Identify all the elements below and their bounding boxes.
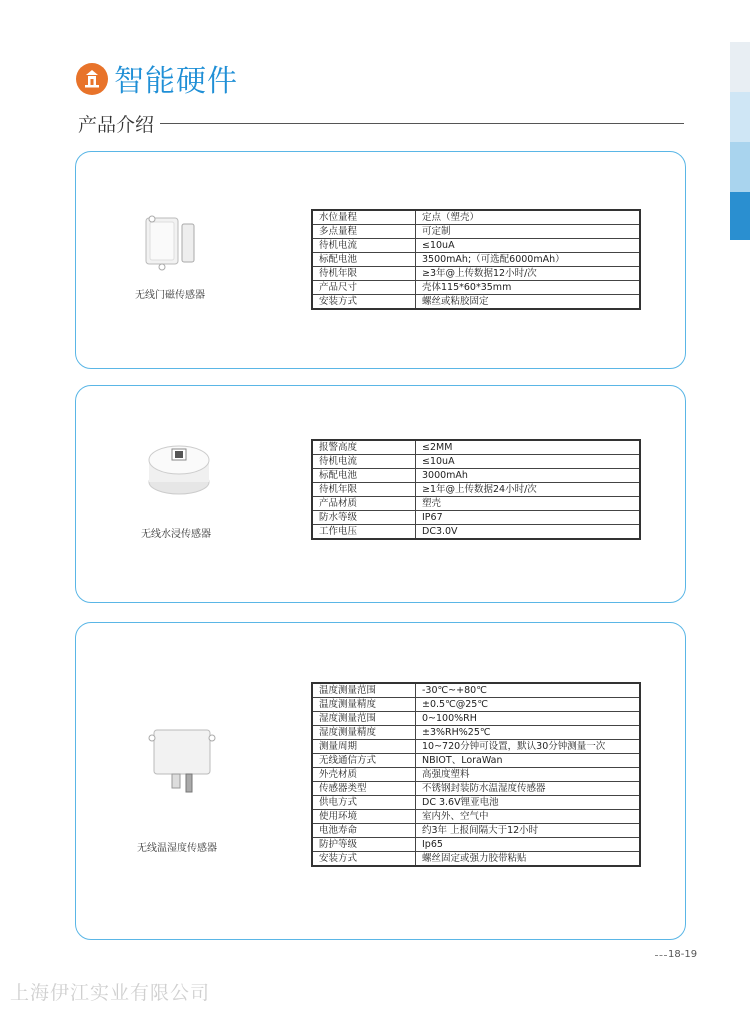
brand-title: 智能硬件 (114, 64, 238, 99)
spec-row (312, 253, 640, 267)
spec-key: 安装方式 (312, 295, 416, 310)
spec-row (312, 740, 640, 754)
spec-value: 塑壳 (416, 497, 641, 511)
spec-row (312, 683, 640, 698)
footer-dash (655, 955, 667, 956)
spec-key: 安装方式 (312, 852, 416, 867)
spec-value: 3000mAh (416, 469, 641, 483)
side-tab-3 (730, 142, 750, 192)
spec-value: 壳体115*60*35mm (416, 281, 641, 295)
spec-key: 产品尺寸 (312, 281, 416, 295)
spec-key: 标配电池 (312, 469, 416, 483)
spec-row (312, 852, 640, 867)
spec-value: NBIOT、LoraWan (416, 754, 641, 768)
spec-key: 温度测量范围 (312, 683, 416, 698)
spec-value: ±0.5℃@25℃ (416, 698, 641, 712)
spec-value: 高强度塑料 (416, 768, 641, 782)
page-number: 18-19 (668, 949, 698, 960)
spec-row (312, 726, 640, 740)
spec-row (312, 511, 640, 525)
spec-row (312, 210, 640, 225)
spec-key: 待机电流 (312, 239, 416, 253)
spec-value: -30℃~+80℃ (416, 683, 641, 698)
spec-value: 定点（塑壳） (416, 210, 641, 225)
spec-key: 湿度测量范围 (312, 712, 416, 726)
spec-row (312, 824, 640, 838)
spec-value: 3500mAh;（可选配6000mAh） (416, 253, 641, 267)
water-sensor-image (144, 440, 214, 500)
spec-row (312, 525, 640, 540)
spec-row (312, 497, 640, 511)
spec-key: 水位量程 (312, 210, 416, 225)
spec-value: DC3.0V (416, 525, 641, 540)
spec-key: 电池寿命 (312, 824, 416, 838)
temp-humidity-sensor-image (146, 724, 218, 796)
spec-row (312, 810, 640, 824)
spec-value: ≥1年@上传数据24小时/次 (416, 483, 641, 497)
spec-value: Ip65 (416, 838, 641, 852)
product-name: 无线温湿度传感器 (137, 843, 217, 854)
spec-key: 多点量程 (312, 225, 416, 239)
spec-key: 产品材质 (312, 497, 416, 511)
spec-value: 螺丝或粘胶固定 (416, 295, 641, 310)
spec-key: 无线通信方式 (312, 754, 416, 768)
spec-value: 0~100%RH (416, 712, 641, 726)
spec-row (312, 469, 640, 483)
spec-value: ≥3年@上传数据12小时/次 (416, 267, 641, 281)
spec-row (312, 782, 640, 796)
spec-key: 防水等级 (312, 511, 416, 525)
company-watermark: 上海伊江实业有限公司 (10, 982, 211, 1004)
spec-key: 标配电池 (312, 253, 416, 267)
side-tab-2 (730, 92, 750, 142)
spec-row (312, 712, 640, 726)
spec-key: 防护等级 (312, 838, 416, 852)
spec-row (312, 838, 640, 852)
product-name: 无线门磁传感器 (135, 290, 205, 301)
spec-row (312, 440, 640, 455)
spec-value: DC 3.6V锂亚电池 (416, 796, 641, 810)
spec-row (312, 295, 640, 310)
section-divider (160, 123, 684, 124)
spec-value: 不锈钢封装防水温湿度传感器 (416, 782, 641, 796)
spec-value: 10~720分钟可设置，默认30分钟测量一次 (416, 740, 641, 754)
side-tab-1 (730, 42, 750, 92)
spec-value: ≤10uA (416, 239, 641, 253)
spec-key: 传感器类型 (312, 782, 416, 796)
spec-value: 约3年 上报间隔大于12小时 (416, 824, 641, 838)
spec-value: ±3%RH%25℃ (416, 726, 641, 740)
spec-row (312, 768, 640, 782)
spec-key: 报警高度 (312, 440, 416, 455)
spec-table-temp-humidity-sensor (311, 682, 641, 867)
spec-key: 外壳材质 (312, 768, 416, 782)
spec-key: 待机年限 (312, 483, 416, 497)
spec-value: 螺丝固定或强力胶带粘贴 (416, 852, 641, 867)
spec-value: ≤2MM (416, 440, 641, 455)
spec-row (312, 698, 640, 712)
spec-value: ≤10uA (416, 455, 641, 469)
spec-key: 温度测量精度 (312, 698, 416, 712)
spec-value: 可定制 (416, 225, 641, 239)
section-title: 产品介绍 (78, 114, 155, 136)
door-sensor-image (140, 212, 202, 274)
spec-row (312, 796, 640, 810)
spec-key: 测量周期 (312, 740, 416, 754)
spec-key: 使用环境 (312, 810, 416, 824)
tower-icon (76, 63, 108, 95)
product-name: 无线水浸传感器 (141, 529, 211, 540)
spec-row (312, 225, 640, 239)
spec-key: 供电方式 (312, 796, 416, 810)
spec-value: 室内外、空气中 (416, 810, 641, 824)
side-tab-4 (730, 192, 750, 240)
spec-row (312, 483, 640, 497)
spec-row (312, 754, 640, 768)
spec-table-door-sensor (311, 209, 641, 310)
spec-key: 湿度测量精度 (312, 726, 416, 740)
spec-value: IP67 (416, 511, 641, 525)
spec-row (312, 281, 640, 295)
spec-row (312, 239, 640, 253)
spec-key: 工作电压 (312, 525, 416, 540)
spec-key: 待机电流 (312, 455, 416, 469)
spec-row (312, 455, 640, 469)
spec-table-water-sensor (311, 439, 641, 540)
spec-row (312, 267, 640, 281)
spec-key: 待机年限 (312, 267, 416, 281)
